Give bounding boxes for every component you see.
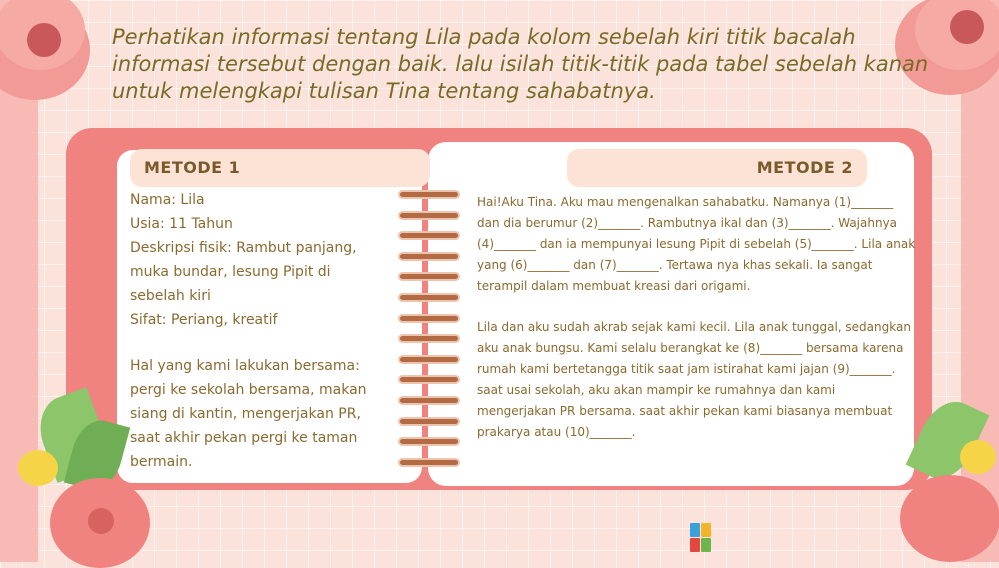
rose-decoration-bottom-right — [900, 475, 999, 562]
binding-ring — [398, 211, 460, 220]
binding-ring — [398, 437, 460, 446]
profile-description: Deskripsi fisik: Rambut panjang, muka bundar, lesung Pipit di sebelah kiri — [130, 240, 357, 304]
rose-decoration-bottom-left — [50, 478, 150, 568]
liveworksheets-mark-icon — [690, 523, 710, 551]
binding-ring — [398, 334, 460, 343]
instruction-text: Perhatikan informasi tentang Lila pada kolom sebelah kiri titik bacalah informasi tersebut dengan baik. lalu isilah titik-titik pada tabel sebelah kanan untuk melengkapi tulisan Tina tentang sahabatnya. — [112, 25, 929, 103]
yellow-flower-decoration — [960, 440, 999, 480]
binding-ring — [398, 458, 460, 467]
binding-ring — [398, 272, 460, 281]
binding-ring — [398, 355, 460, 364]
binding-ring — [398, 190, 460, 199]
binding-ring — [398, 375, 460, 384]
yellow-flower-decoration — [18, 450, 68, 490]
lila-profile — [130, 188, 385, 474]
method-1-title: METODE 1 — [130, 149, 430, 187]
binding-ring — [398, 231, 460, 240]
profile-name: Nama: Lila — [130, 192, 205, 208]
binding-ring — [398, 396, 460, 405]
profile-activities: Hal yang kami lakukan bersama: pergi ke sekolah bersama, makan siang di kantin, mengerjakan PR, saat akhir pekan pergi ke taman bermain. — [130, 358, 367, 470]
binding-ring — [398, 417, 460, 426]
profile-traits: Sifat: Periang, kreatif — [130, 312, 278, 328]
rose-decoration-top-left — [0, 0, 100, 110]
tina-letter — [477, 192, 917, 443]
letter-paragraph-2[interactable]: Lila dan aku sudah akrab sejak kami kecil. Lila anak tunggal, sedangkan aku anak bungsu. Kami selalu berangkat ke (8)_______ bersama karena rumah kami bertetangga titik saat jam istirahat kami jajan (9)_______. saat usai sekolah, aku akan mampir ke rumahnya dan kami mengerjakan PR bersama. saat akhir pekan kami biasanya membuat prakarya atau (10)_______. — [477, 320, 911, 439]
binding-ring — [398, 252, 460, 261]
profile-age: Usia: 11 Tahun — [130, 216, 233, 232]
binding-ring — [398, 293, 460, 302]
notebook-binding-rings — [398, 190, 466, 478]
liveworksheets-logo — [690, 521, 714, 553]
letter-paragraph-1[interactable]: Hai!Aku Tina. Aku mau mengenalkan sahabatku. Namanya (1)_______ dan dia berumur (2)_______. Rambutnya ikal dan (3)_______. Wajahnya (4)_______ dan ia mempunyai lesung Pipit di sebelah (5)_______. Lila anak yang (6)_______ dan (7)_______. Tertawa nya khas sekali. Ia sangat terampil dalam membuat kreasi dari origami. — [477, 195, 916, 293]
method-2-title: METODE 2 — [567, 149, 867, 187]
binding-ring — [398, 314, 460, 323]
